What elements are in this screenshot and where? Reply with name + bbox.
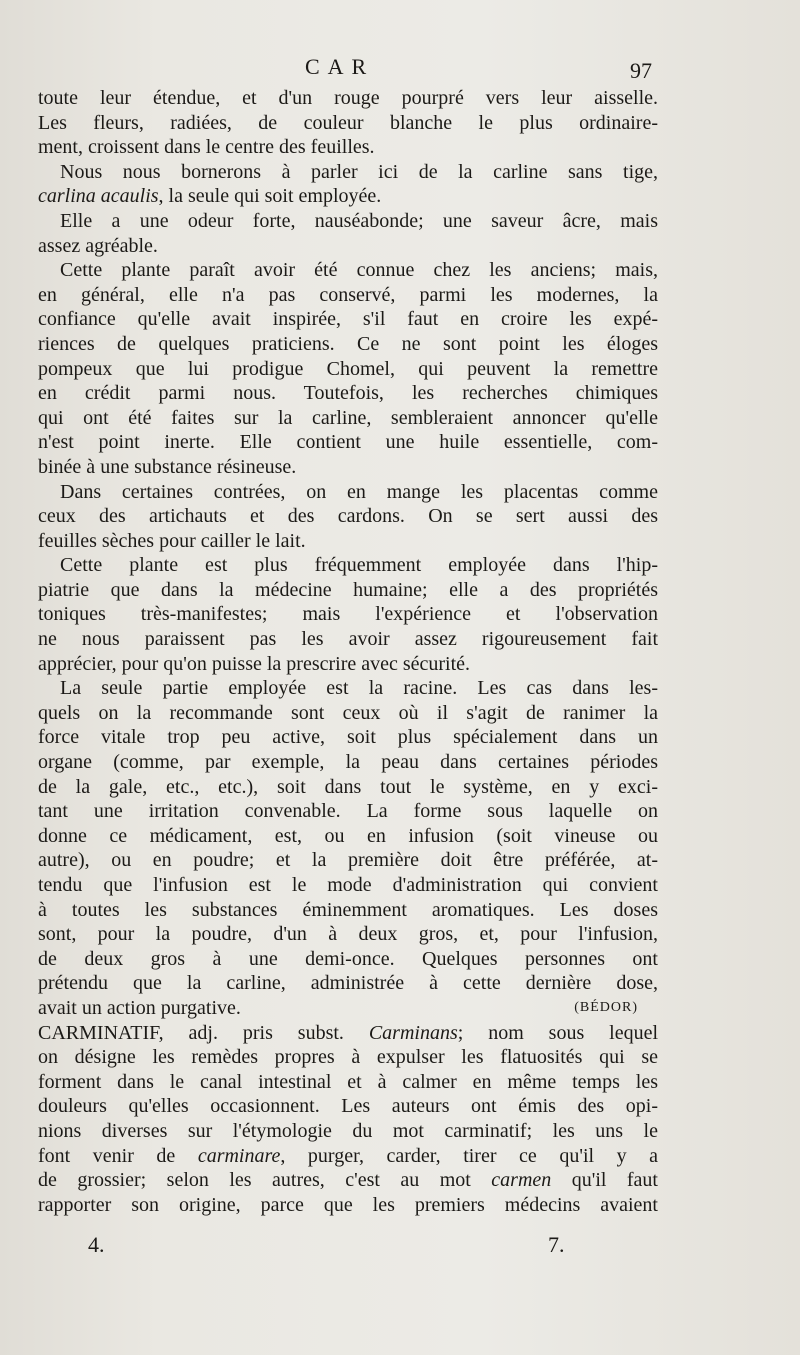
text-line-content: Cette plante paraît avoir été connue chez les anciens; mais, xyxy=(60,259,658,282)
text-line-content: pompeux que lui prodigue Chomel, qui peuvent la remettre xyxy=(38,357,658,380)
text-line-content: avait un action purgative. xyxy=(38,996,241,1019)
text-line-content: prétendu que la carline, administrée à cette dernière dose, xyxy=(38,972,658,995)
text-line xyxy=(38,283,658,308)
running-head-title: CAR xyxy=(305,54,375,79)
text-line xyxy=(38,898,658,923)
text-line-content: feuilles sèches pour cailler le lait. xyxy=(38,529,306,552)
volume-mark: 4. xyxy=(88,1232,105,1257)
text-line xyxy=(38,775,658,800)
text-line xyxy=(38,111,658,136)
text-line-content: en général, elle n'a pas conservé, parmi les modernes, la xyxy=(38,283,658,306)
text-line-content: confiance qu'elle avait inspirée, s'il faut en croire les expé- xyxy=(38,308,658,331)
text-line xyxy=(38,652,658,677)
text-line xyxy=(38,1168,658,1193)
text-line-content: rapporter son origine, parce que les premiers médecins avaient xyxy=(38,1193,658,1216)
text-line-content: CARMINATIF, adj. pris subst. Carminans; nom sous lequel xyxy=(38,1021,658,1044)
text-line xyxy=(38,996,658,1021)
text-line-content: de grossier; selon les autres, c'est au mot carmen qu'il faut xyxy=(38,1169,658,1192)
signature-mark: 7. xyxy=(548,1232,565,1257)
text-line xyxy=(38,873,658,898)
text-line-content: à toutes les substances éminemment aromatiques. Les doses xyxy=(38,898,658,921)
text-line xyxy=(38,406,658,431)
text-line xyxy=(38,799,658,824)
text-line xyxy=(38,1144,658,1169)
text-line-content: La seule partie employée est la racine. Les cas dans les- xyxy=(60,677,658,700)
text-line xyxy=(38,701,658,726)
text-line xyxy=(38,750,658,775)
text-line xyxy=(38,504,658,529)
text-line-content: tant une irritation convenable. La forme sous laquelle on xyxy=(38,800,658,823)
text-line xyxy=(38,1045,658,1070)
text-line-content: quels on la recommande sont ceux où il s'agit de ranimer la xyxy=(38,701,658,724)
text-line xyxy=(38,971,658,996)
text-line xyxy=(38,947,658,972)
text-line-content: carlina acaulis, la seule qui soit employée. xyxy=(38,185,382,208)
text-line xyxy=(38,1094,658,1119)
text-line xyxy=(38,578,658,603)
text-line xyxy=(38,307,658,332)
text-line-content: donne ce médicament, est, ou en infusion (soit vineuse ou xyxy=(38,824,658,847)
text-line-content: autre), ou en poudre; et la première doit être préférée, at- xyxy=(38,849,658,872)
text-line-content: on désigne les remèdes propres à expulser les flatuosités qui se xyxy=(38,1046,658,1069)
text-line xyxy=(38,209,658,234)
text-line xyxy=(38,258,658,283)
text-line xyxy=(38,381,658,406)
page-number: 97 xyxy=(630,58,652,83)
text-line xyxy=(38,86,658,111)
text-line-content: ne nous paraissent pas les avoir assez rigoureusement fait xyxy=(38,628,658,651)
text-line-content: riences de quelques praticiens. Ce ne sont point les éloges xyxy=(38,332,658,355)
text-line xyxy=(38,135,658,160)
text-line xyxy=(38,529,658,554)
text-line-content: ceux des artichauts et des cardons. On se sert aussi des xyxy=(38,505,658,528)
text-line xyxy=(38,332,658,357)
text-line-content: sont, pour la poudre, d'un à deux gros, et, pour l'infusion, xyxy=(38,923,658,946)
text-line-content: de la gale, etc., etc.), soit dans tout le système, en y exci- xyxy=(38,775,658,798)
text-line-content: toute leur étendue, et d'un rouge pourpré vers leur aisselle. xyxy=(38,87,658,109)
text-line-content: binée à une substance résineuse. xyxy=(38,455,297,478)
text-line xyxy=(38,480,658,505)
text-line-content: tendu que l'infusion est le mode d'administration qui convient xyxy=(38,874,658,896)
text-line xyxy=(38,922,658,947)
text-line-content: piatrie que dans la médecine humaine; elle a des propriétés xyxy=(38,578,658,601)
text-line-content: forment dans le canal intestinal et à calmer en même temps les xyxy=(38,1070,658,1093)
page-footer xyxy=(0,1232,800,1262)
text-line-content: n'est point inerte. Elle contient une huile essentielle, com- xyxy=(38,431,658,454)
text-line-content: force vitale trop peu active, soit plus spécialement dans un xyxy=(38,726,658,749)
text-line xyxy=(38,184,658,209)
text-line-content: ment, croissent dans le centre des feuilles. xyxy=(38,136,375,159)
text-line-content: Les fleurs, radiées, de couleur blanche le plus ordinaire- xyxy=(38,111,658,134)
text-line xyxy=(38,455,658,480)
text-line-content: qui ont été faites sur la carline, sembleraient annoncer qu'elle xyxy=(38,406,658,429)
text-line-content: en crédit parmi nous. Toutefois, les recherches chimiques xyxy=(38,382,658,405)
text-line xyxy=(38,725,658,750)
running-head xyxy=(0,54,800,84)
text-line xyxy=(38,430,658,455)
text-line xyxy=(38,848,658,873)
text-line-content: Cette plante est plus fréquemment employée dans l'hip- xyxy=(60,554,658,577)
text-line xyxy=(38,824,658,849)
text-line xyxy=(38,160,658,185)
text-line-content: Elle a une odeur forte, nauséabonde; une saveur âcre, mais xyxy=(60,209,658,232)
text-line-content: nions diverses sur l'étymologie du mot carminatif; les uns le xyxy=(38,1119,658,1142)
author-signature: (BÉDOR) xyxy=(574,999,638,1015)
text-line xyxy=(38,602,658,627)
text-line xyxy=(38,357,658,382)
text-line xyxy=(38,1070,658,1095)
text-line-content: Nous nous bornerons à parler ici de la carline sans tige, xyxy=(60,160,658,183)
text-line xyxy=(38,627,658,652)
text-line-content: font venir de carminare, purger, carder, tirer ce qu'il y a xyxy=(38,1144,659,1167)
text-line xyxy=(38,1021,658,1046)
text-line xyxy=(38,553,658,578)
text-line-content: apprécier, pour qu'on puisse la prescrire avec sécurité. xyxy=(38,652,471,675)
text-line-content: assez agréable. xyxy=(38,234,158,257)
text-line xyxy=(38,676,658,701)
text-line-content: Dans certaines contrées, on en mange les placentas comme xyxy=(60,480,658,503)
text-line-content: de deux gros à une demi-once. Quelques personnes ont xyxy=(38,947,658,970)
text-line xyxy=(38,234,658,259)
text-line xyxy=(38,1193,658,1218)
text-line-content: douleurs qu'elles occasionnent. Les auteurs ont émis des opi- xyxy=(38,1095,658,1118)
text-line-content: organe (comme, par exemple, la peau dans certaines périodes xyxy=(38,751,658,774)
text-line xyxy=(38,1119,658,1144)
text-line-content: toniques très-manifestes; mais l'expérience et l'observation xyxy=(38,603,658,626)
body-text xyxy=(38,86,658,1217)
